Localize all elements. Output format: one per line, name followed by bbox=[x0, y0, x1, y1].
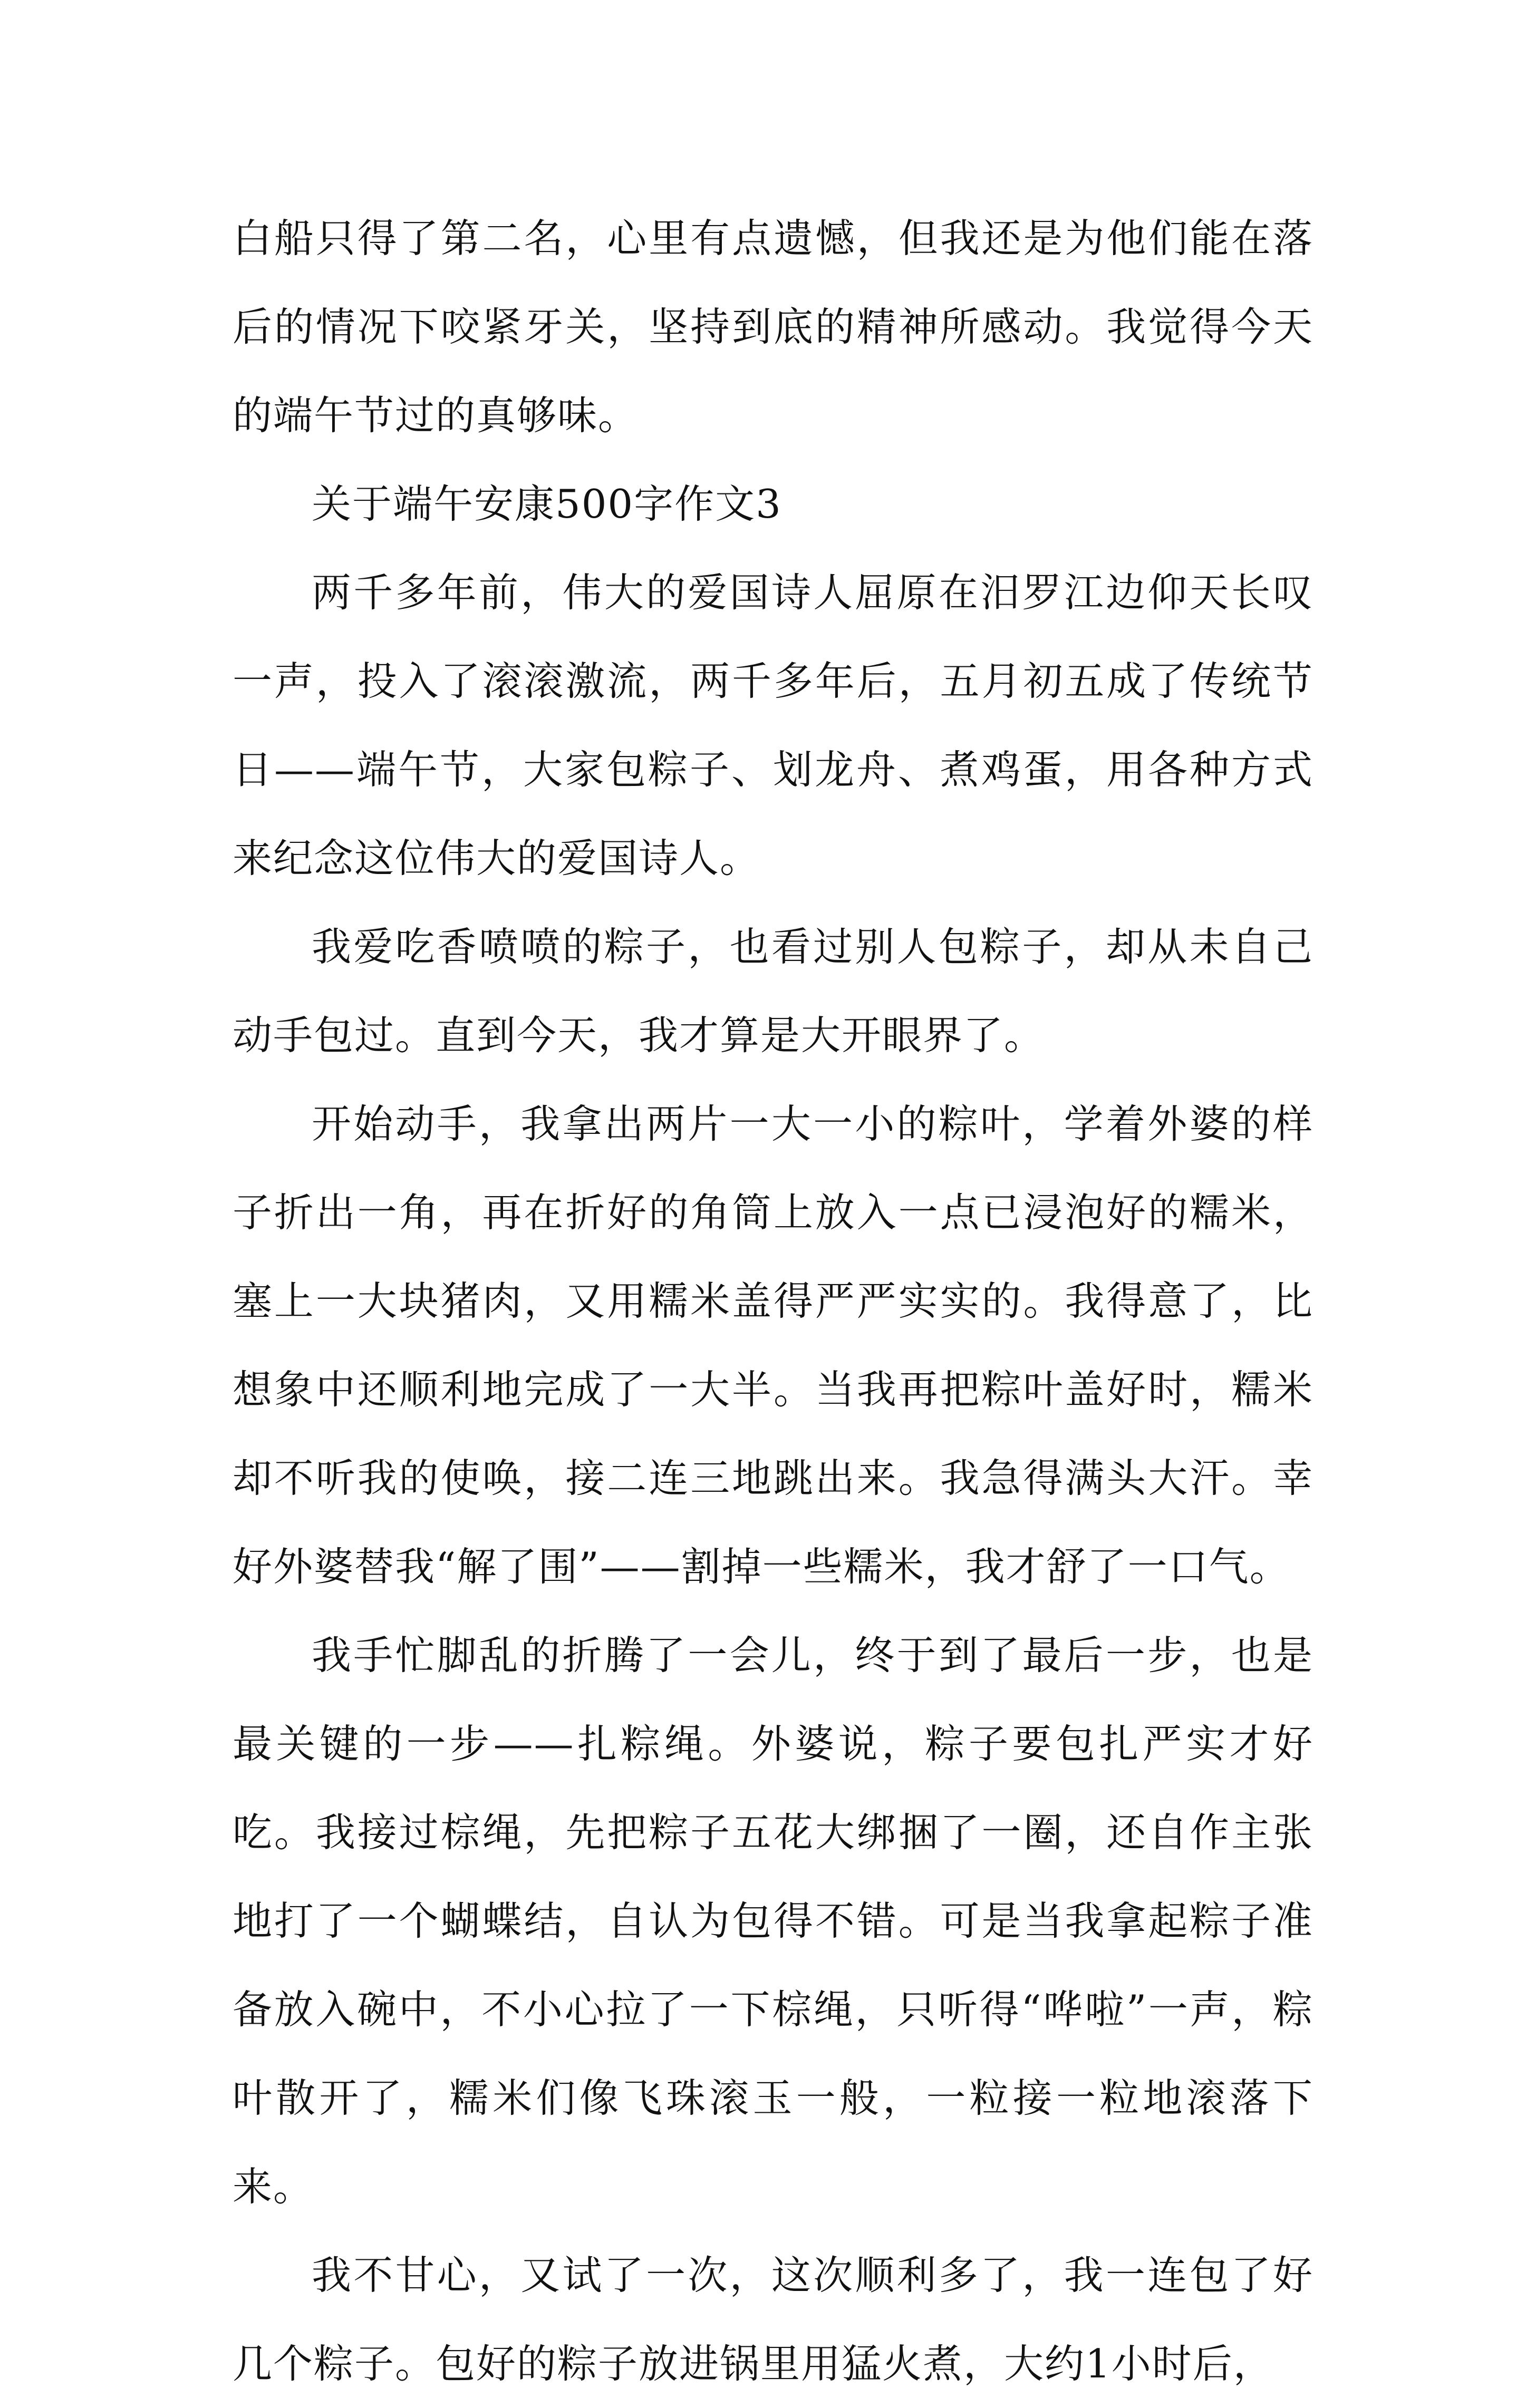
paragraph-2: 我爱吃香喷喷的粽子，也看过别人包粽子，却从未自己动手包过。直到今天，我才算是大开眼界了。 bbox=[233, 924, 1313, 1059]
paragraph-1: 两千多年前，伟大的爱国诗人屈原在汨罗江边仰天长叹一声，投入了滚滚激流，两千多年后，五月初五成了传统节日——端午节，大家包粽子、划龙舟、煮鸡蛋，用各种方式来纪念这位伟大的爱国诗人。 bbox=[233, 569, 1313, 881]
continuation-paragraph: 白船只得了第二名，心里有点遗憾，但我还是为他们能在落后的情况下咬紧牙关，坚持到底的精神所感动。我觉得今天的端午节过的真够味。 bbox=[233, 215, 1313, 439]
essay-heading: 关于端午安康500字作文3 bbox=[312, 481, 782, 527]
paragraph-5: 我不甘心，又试了一次，这次顺利多了，我一连包了好几个粽子。包好的粽子放进锅里用猛火煮，大约1小时后， bbox=[233, 2252, 1313, 2387]
paragraph-4: 我手忙脚乱的折腾了一会儿，终于到了最后一步，也是最关键的一步——扎粽绳。外婆说，粽子要包扎严实才好吃。我接过棕绳，先把粽子五花大绑捆了一圈，还自作主张地打了一个蝴蝶结，自认为包得不错。可是当我拿起粽子准备放入碗中，不小心拉了一下棕绳，只听得“哗啦”一声，粽叶散开了，糯米们像飞珠滚玉一般，一粒接一粒地滚落下来。 bbox=[233, 1632, 1313, 2210]
document-body bbox=[233, 194, 1313, 2408]
paragraph-3: 开始动手，我拿出两片一大一小的粽叶，学着外婆的样子折出一角，再在折好的角筒上放入一点已浸泡好的糯米，塞上一大块猪肉，又用糯米盖得严严实实的。我得意了，比想象中还顺利地完成了一大半。当我再把粽叶盖好时，糯米却不听我的使唤，接二连三地跳出来。我急得满头大汗。幸好外婆替我“解了围”——割掉一些糯米，我才舒了一口气。 bbox=[233, 1101, 1313, 1590]
